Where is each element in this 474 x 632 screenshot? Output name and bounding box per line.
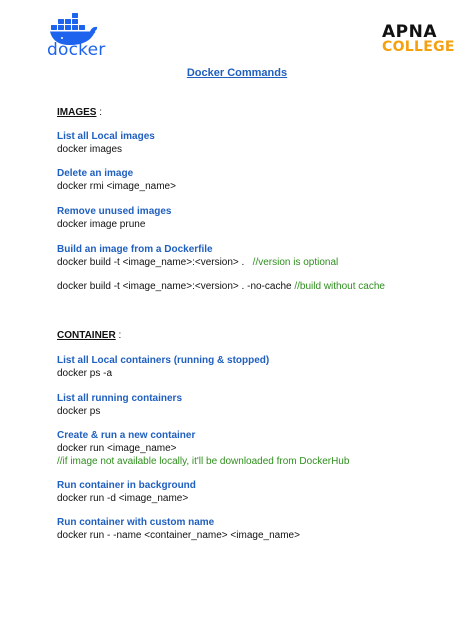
command-running-containers: docker ps [57, 406, 101, 417]
images-section-heading [57, 107, 102, 118]
command-remove-unused: docker image prune [57, 219, 146, 230]
note-dockerhub-download: //if image not available locally, it'll be downloaded from DockerHub [57, 456, 350, 467]
comment-build-without-cache: //build without cache [291, 281, 385, 292]
item-title-running-containers: List all running containers [57, 393, 183, 404]
item-title-list-containers: List all Local containers (running & stopped) [57, 355, 270, 366]
item-title-custom-name: Run container with custom name [57, 517, 215, 528]
command-delete-image: docker rmi <image_name> [57, 181, 176, 192]
command-build-image [57, 257, 338, 268]
command-list-images: docker images [57, 144, 123, 155]
command-build-no-cache [57, 281, 385, 292]
page-title: Docker Commands [186, 67, 288, 79]
command-build-text: docker build -t <image_name>:<version> . [57, 257, 245, 268]
command-build-no-cache-text: docker build -t <image_name>:<version> . -no-cache [57, 281, 292, 292]
images-heading-colon: : [96, 107, 103, 118]
container-section-heading [57, 330, 121, 341]
item-title-background: Run container in background [57, 480, 196, 491]
images-heading-text: IMAGES [57, 107, 97, 118]
item-title-build-image: Build an image from a Dockerfile [57, 244, 213, 255]
command-list-containers: docker ps -a [57, 368, 113, 379]
college-wordmark: COLLEGE [382, 39, 455, 55]
item-title-list-images: List all Local images [57, 131, 155, 142]
command-custom-name: docker run - -name <container_name> <image_name> [57, 530, 300, 541]
item-title-delete-image: Delete an image [57, 168, 134, 179]
command-background: docker run -d <image_name> [57, 493, 189, 504]
container-heading-text: CONTAINER [57, 330, 116, 341]
docker-logo [44, 12, 106, 62]
apna-college-logo [382, 22, 455, 55]
item-title-remove-unused: Remove unused images [57, 206, 172, 217]
docker-wordmark: docker [47, 40, 106, 60]
item-title-create-run: Create & run a new container [57, 430, 196, 441]
apna-wordmark: APNA [382, 22, 438, 42]
container-heading-colon: : [115, 330, 122, 341]
command-create-run: docker run <image_name> [57, 443, 177, 454]
comment-version-optional: //version is optional [244, 257, 339, 268]
